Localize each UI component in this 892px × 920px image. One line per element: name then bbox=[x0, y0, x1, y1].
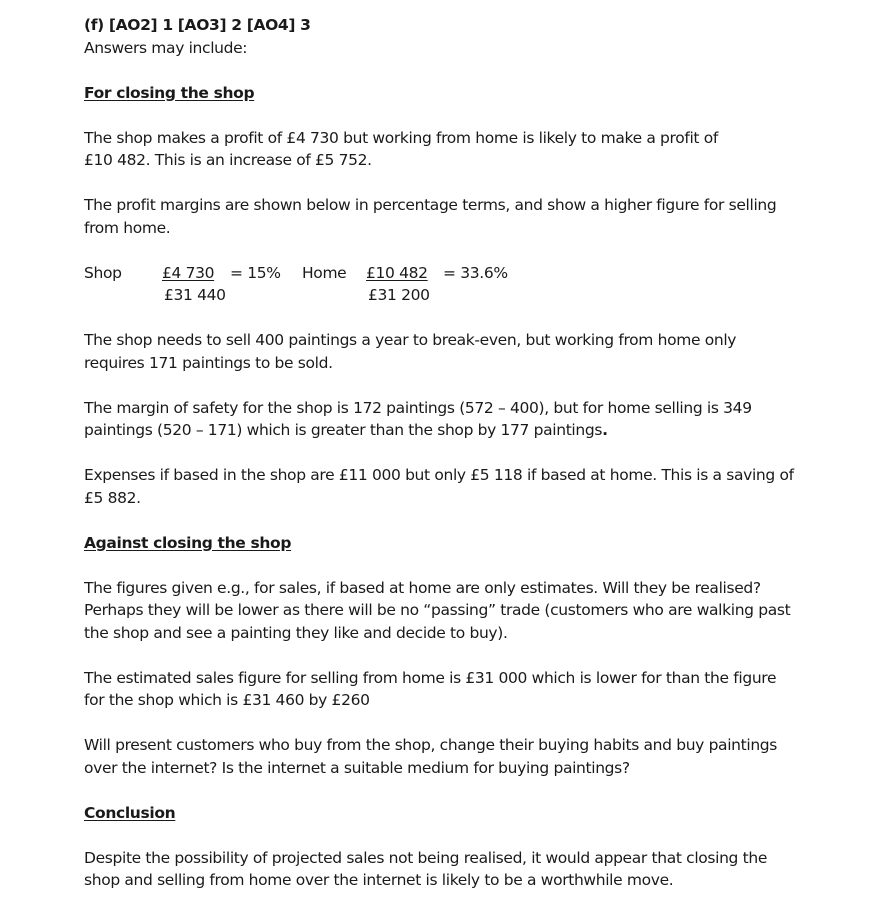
shop-label: Shop bbox=[84, 263, 122, 282]
estimates-paragraph: The figures given e.g., for sales, if based at home are only estimates. Will they be realised? Perhaps they will be lower as there will be no “passing” trade (customers who are walking past the shop and see a painting they like and decide to buy). bbox=[84, 578, 791, 642]
shop-margin-result: = 15% bbox=[230, 263, 281, 282]
home-profit-numerator: £10 482 bbox=[366, 263, 428, 282]
estimated-sales-paragraph: The estimated sales figure for selling from home is £31 000 which is lower for than the figure for the shop which is £31 460 by £260 bbox=[84, 668, 777, 709]
against-closing-heading: Against closing the shop bbox=[84, 533, 292, 552]
shop-profit-numerator: £4 730 bbox=[162, 263, 215, 282]
conclusion-paragraph: Despite the possibility of projected sales not being realised, it would appear that closing the shop and selling from home over the internet is likely to be a worthwhile move. bbox=[84, 848, 768, 889]
customer-habits-paragraph: Will present customers who buy from the shop, change their buying habits and buy paintings over the internet? Is the internet a suitable medium for buying paintings? bbox=[84, 736, 778, 777]
profit-margin-paragraph: The profit margins are shown below in percentage terms, and show a higher figure for selling from home. bbox=[84, 196, 777, 237]
intro-text: Answers may include: bbox=[84, 38, 248, 57]
profit-paragraph: The shop makes a profit of £4 730 but working from home is likely to make a profit of £10 482. This is an increase of £5 752. bbox=[84, 128, 718, 169]
break-even-paragraph: The shop needs to sell 400 paintings a year to break-even, but working from home only requires 171 paintings to be sold. bbox=[84, 331, 737, 372]
home-margin-result: = 33.6% bbox=[443, 263, 508, 282]
shop-sales-denominator: £31 440 bbox=[164, 286, 226, 304]
home-sales-denominator: £31 200 bbox=[368, 286, 430, 304]
mark-scheme-page bbox=[84, 14, 824, 892]
question-heading: (f) [AO2] 1 [AO3] 2 [AO4] 3 bbox=[84, 16, 311, 34]
profit-margin-calculation bbox=[84, 262, 824, 307]
expenses-paragraph: Expenses if based in the shop are £11 000 but only £5 118 if based at home. This is a saving of £5 882. bbox=[84, 466, 794, 507]
conclusion-heading: Conclusion bbox=[84, 803, 176, 822]
home-label: Home bbox=[302, 263, 347, 282]
for-closing-heading: For closing the shop bbox=[84, 83, 255, 102]
margin-of-safety-paragraph: The margin of safety for the shop is 172 paintings (572 – 400), but for home selling is 349 paintings (520 – 171) which is greater than the shop by 177 paintings. bbox=[84, 398, 752, 439]
